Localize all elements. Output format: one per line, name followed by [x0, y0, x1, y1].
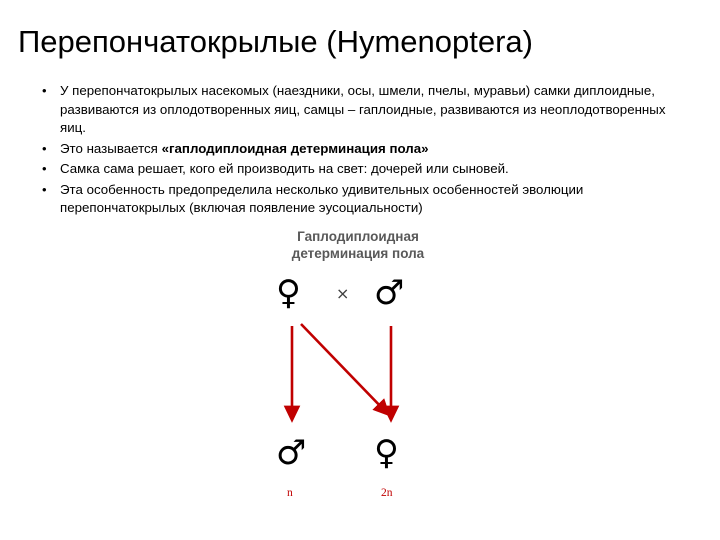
male-symbol-icon: ♂: [374, 273, 405, 313]
female-symbol-icon: ♀: [276, 273, 301, 313]
list-item: [34, 181, 674, 218]
ploidy-label-female: 2n: [381, 487, 393, 499]
bullet-text-part: Это называется: [60, 140, 162, 156]
diagram-title-line-1: Гаплодиплоидная: [297, 229, 419, 244]
arrow-female-to-female-icon: [301, 324, 384, 410]
bullet-text: [60, 181, 674, 218]
bullet-text: [60, 82, 674, 138]
cross-symbol-icon: ×: [336, 284, 350, 303]
bullet-text: [60, 140, 674, 159]
bullet-marker: •: [42, 83, 47, 98]
bullet-text-part: Эта особенность предопределила несколько удивительных особенностей эволюции перепончатокрылых (включая появление эусоциальности): [60, 181, 584, 215]
diagram-title-line-2: детерминация пола: [291, 246, 425, 261]
page-title: Перепончатокрылые (Hymenoptera): [18, 24, 533, 59]
list-item: [34, 82, 674, 138]
bullet-text-part: У перепончатокрылых насекомых (наездники, осы, шмели, пчелы, муравьи) самки диплоидные, развиваются из оплодотворенных яиц, самцы – гаплоидные, развиваются из неоплодотворенных яиц.: [60, 83, 666, 135]
list-item: [34, 140, 674, 159]
arrow-group: [188, 228, 518, 518]
list-item: [34, 160, 674, 179]
bullet-marker: •: [42, 161, 47, 176]
haplodiploidy-diagram: [188, 228, 518, 518]
ploidy-label-male: n: [287, 487, 293, 499]
bullet-marker: •: [42, 140, 47, 156]
female-symbol-icon: ♀: [374, 433, 399, 473]
male-symbol-icon: ♂: [276, 433, 307, 473]
bullet-list: [34, 82, 674, 220]
bullet-text-emphasis: «гаплодиплоидная детерминация пола»: [161, 140, 429, 156]
bullet-text-part: Самка сама решает, кого ей производить на свет: дочерей или сыновей.: [60, 161, 509, 176]
bullet-marker: •: [42, 181, 47, 197]
bullet-text: [60, 160, 674, 179]
